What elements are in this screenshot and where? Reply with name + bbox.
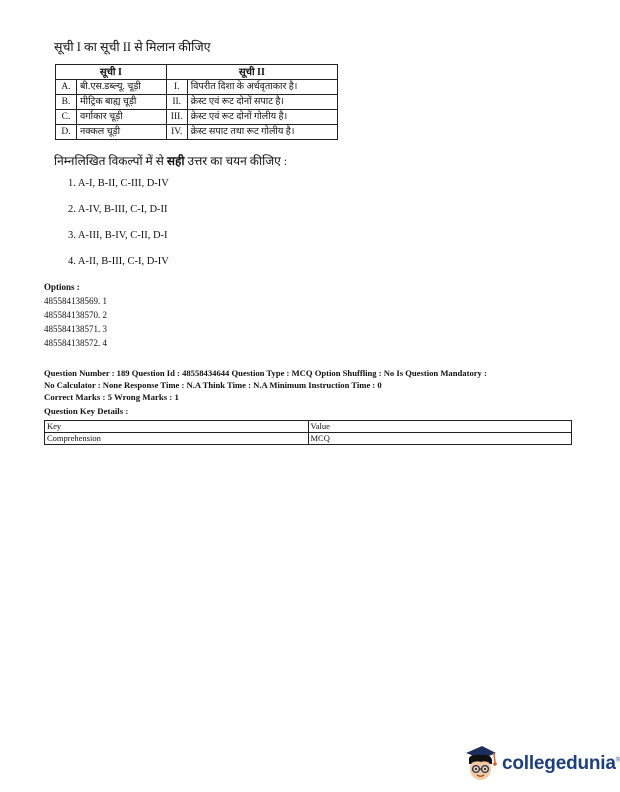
key-header: Key	[45, 421, 309, 433]
option-id: 485584138570. 2	[44, 310, 107, 320]
meta-line-1: Question Number : 189 Question Id : 48558434644 Question Type : MCQ Option Shuffling : No Is Question Mandatory :	[44, 368, 487, 378]
list-1-item: वर्गाकार चूड़ी	[77, 110, 167, 125]
options-list	[44, 280, 107, 350]
list-2-item: क्रेस्ट एवं रूट दोनों गोलीय है।	[187, 110, 337, 125]
list-2-item: क्रेस्ट सपाट तथा रूट गोलीय है।	[187, 125, 337, 140]
table-row	[56, 110, 338, 125]
table-row	[45, 433, 572, 445]
option-id: 485584138572. 4	[44, 338, 107, 348]
answer-choice-2[interactable]: 2. A-IV, B-III, C-I, D-II	[68, 204, 168, 215]
row-label-b: B.	[56, 95, 77, 110]
meta-line-2: No Calculator : None Response Time : N.A Think Time : N.A Minimum Instruction Time : 0	[44, 380, 382, 390]
question-intro: सूची I का सूची II से मिलान कीजिए	[54, 40, 211, 54]
list-2-header: सूची II	[166, 65, 337, 80]
brand-wordmark: collegedunia	[502, 753, 616, 774]
row-label-iv: IV.	[166, 125, 187, 140]
brand-name	[502, 753, 620, 775]
instruction-text: निम्नलिखित विकल्पों में से	[54, 154, 167, 168]
list-1-item: बी.एस.डब्ल्यू. चूड़ी	[77, 80, 167, 95]
graduate-mascot-icon	[462, 744, 498, 784]
table-row	[56, 125, 338, 140]
options-heading: Options :	[44, 282, 80, 292]
table-row	[45, 421, 572, 433]
key-details-heading: Question Key Details :	[44, 406, 129, 416]
table-row	[56, 80, 338, 95]
collegedunia-logo	[462, 744, 620, 784]
value-header: Value	[308, 421, 572, 433]
list-1-header: सूची I	[56, 65, 167, 80]
row-label-i: I.	[166, 80, 187, 95]
list-1-item: मीट्रिक बाह्य चूड़ी	[77, 95, 167, 110]
marks-line: Correct Marks : 5 Wrong Marks : 1	[44, 392, 179, 402]
row-label-c: C.	[56, 110, 77, 125]
key-details-table	[44, 420, 572, 445]
instruction-text-end: उत्तर का चयन कीजिए :	[184, 154, 288, 168]
row-label-ii: II.	[166, 95, 187, 110]
question-instruction	[54, 152, 287, 169]
registered-mark: ®	[615, 757, 620, 764]
list-2-item: विपरीत दिशा के अर्धवृताकार है।	[187, 80, 337, 95]
row-label-iii: III.	[166, 110, 187, 125]
answer-choice-3[interactable]: 3. A-III, B-IV, C-II, D-I	[68, 230, 168, 241]
row-label-d: D.	[56, 125, 77, 140]
option-id: 485584138569. 1	[44, 296, 107, 306]
match-table-header	[56, 65, 338, 80]
table-row	[56, 95, 338, 110]
answer-choice-1[interactable]: 1. A-I, B-II, C-III, D-IV	[68, 178, 169, 189]
instruction-emphasis: सही	[166, 154, 185, 168]
option-id: 485584138571. 3	[44, 324, 107, 334]
list-1-item: नक्कल चूड़ी	[77, 125, 167, 140]
value-cell: MCQ	[308, 433, 572, 445]
match-table	[55, 64, 338, 140]
key-cell: Comprehension	[45, 433, 309, 445]
list-2-item: क्रेस्ट एवं रूट दोनों सपाट है।	[187, 95, 337, 110]
question-meta	[44, 367, 574, 391]
answer-choice-4[interactable]: 4. A-II, B-III, C-I, D-IV	[68, 256, 169, 267]
answer-choices	[68, 178, 169, 282]
row-label-a: A.	[56, 80, 77, 95]
